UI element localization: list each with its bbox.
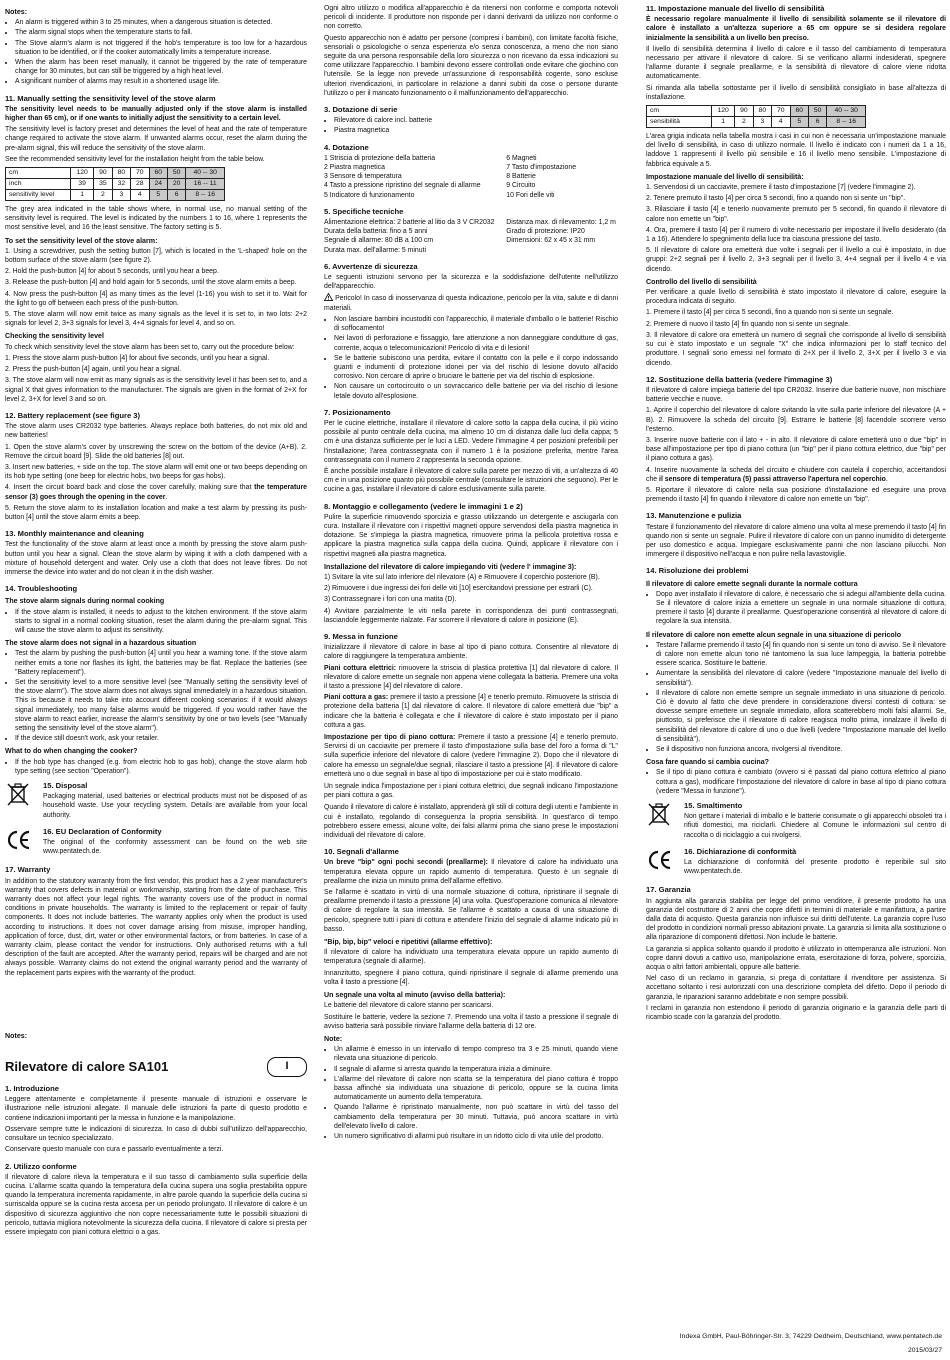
section-heading: 1. Introduzione xyxy=(5,1084,59,1094)
table-cell: 6 xyxy=(167,190,185,201)
paragraph: È necessario regolare manualmente il livello di sensibilità solamente se il rilevatore di calore è installato a un'altezza superiore a 65 cm oppure se si desidera regolare inizialmente la sensibilità a un livello ben preciso. xyxy=(646,16,946,42)
step-emphasis: the temperature sensor (3) goes through the opening in the cover xyxy=(5,484,307,501)
list-item: • Testare l'allarme premendo il tasto [4] fin quando non si sente un tono di avviso. Se il rilevatore di calore non emette alcun tono né tantomeno la sua luce lampeggia, la batteria potrebbe essere scarica. Sostituire le batterie. xyxy=(656,641,946,669)
bullet-list xyxy=(324,116,618,135)
section-heading: 4. Dotazione xyxy=(324,142,369,152)
paragraph-text: Premere il tasto a pressione [4] e tenerlo premuto. Servirsi di un cacciavite per premere il tasto d'impostazione sulla base del foro a forma di "L" sulla superficie inferiore del rilevatore di calore (vedere l'immagine 2). Dopo che il rilevatore di calore ha emesso un segnale/due segnali, rilasciare il tasto a pressione [4]. Il rilevatore di calore emetterà uno o due segnali in base al tipo di impostazione per cui è stato modificato. xyxy=(324,734,618,778)
list-item: • Se il tipo di piano cottura è cambiato (ovvero si è passati dal piano cottura elettrico al piano cottura a gas), modificare l'impostazione del rilevatore di calore in base al tipo di piano cottura (vedere "Messa in funzione"). xyxy=(656,768,946,796)
paragraph: In addition to the statutory warranty from the first vendor, this product has a 2 year manufacturer's warranty that covers defects in material or workmanship, starting from the date of purchase. This warranty does not affect your legal rights. The warranty covers use of the product in normal conditions in private households. The warranty is limited to the replacement or repair of faulty components. It does not include batteries. The warranty applies only when the product is used according to instructions. It does not cover damage arising from misuse, improper handling, application of force, dust, dirt, water or other environmental factors, or from batteries. In case of a warranty claim, please contact the vendor for instructions. Only authorised returns with a full description of the fault are accepted. After the warranty period, repairs will be charged and are not always possible. Warranty claims do not extend the original warranty period and the warranty of the replacement parts expires with the warranty of the product. xyxy=(5,877,307,977)
section-heading: 7. Posizionamento xyxy=(324,407,391,417)
paragraph: Il rilevatore di calore impiega batterie del tipo CR2032. Inserire due batterie nuove, non mischiare batterie vecchie e nuove. xyxy=(646,386,946,404)
paragraph: Il rilevatore di calore ha individuato una temperatura elevata oppure un rapido aumento di temperatura (segnale di allarme). xyxy=(324,949,618,966)
list-item: • An alarm is triggered within 3 to 25 minutes, when a dangerous situation is detected. xyxy=(15,18,307,27)
bullet-list xyxy=(646,768,946,796)
paragraph-text: premere il tasto a pressione [4] e tenerlo premuto. Rimuovere la striscia di protezione della batteria [1] dal rilevatore di calore. Il rilevatore di calore emetterà due "bip" a indicare che la batteria è collegata e che il rilevatore di calore è stato impostato per il piano cottura a gas. xyxy=(324,694,618,729)
section-heading: 3. Dotazione di serie xyxy=(324,105,398,115)
table-cell: 40 -- 30 xyxy=(827,106,866,117)
paragraph: Il livello di sensibilità determina il livello di calore e il tasso del cambiamento di temperatura necessario per attivare il rilevatore di calore. Si se verificano allarmi indesiderati, spegnere l'allarme durante il segnale preallarme, e la sensibilità di rilevatore di calore viene ridotta automaticamente. xyxy=(646,45,946,81)
paragraph: Si rimanda alla tabella sottostante per il livello di sensibilità consigliato in base all'altezza di installazione. xyxy=(646,84,946,101)
subheading: Checking the sensitivity level xyxy=(5,332,104,341)
table-cell: 3 Sensore di temperatura xyxy=(324,173,402,181)
table-cell: 2 xyxy=(94,190,112,201)
table-cell: 50 xyxy=(808,106,826,117)
paragraph: To check which sensitivity level the stove alarm has been set to, carry out the procedure below: xyxy=(5,343,295,351)
table-cell: 4 Tasto a pressione ripristino del segnale di allarme xyxy=(324,182,481,190)
paragraph: The stove alarm uses CR2032 type batteries. Always replace both batteries, do not mix old and new batteries! xyxy=(5,423,307,440)
italian-column-2 xyxy=(646,4,946,1024)
step: 2. Premere di nuovo il tasto [4] fin quando non si sente un segnale. xyxy=(646,320,851,328)
step-text: . xyxy=(165,493,168,501)
parts-table xyxy=(324,154,618,200)
step: 4) Avvitare parzialmente le viti nella parete in corrispondenza dei punti contrassegnati, lasciandole leggermente rialzate. Far scorrere il rilevatore di calore in posizione (E). xyxy=(324,607,618,624)
notes-heading: Notes: xyxy=(5,8,28,16)
paragraph: In aggiunta alla garanzia stabilita per legge del primo venditore, il presente prodotto ha una garanzia del costruttore di 2 anni che copre difetti in termini di materiale e manifattura, a partire dalla data di acquisto. Questa garanzia non influisce sui diritti dell'utente. La garanzia copre l'uso del prodotto in condizioni normali presso abitazioni private. La garanzia si limita alla sostituzione o alla riparazione di componenti difettosi. Non include le batterie. xyxy=(646,897,946,942)
table-cell: cm xyxy=(6,168,71,179)
table-cell: 60 xyxy=(149,168,167,179)
subheading: Il rilevatore di calore emette segnali durante la normale cottura xyxy=(646,579,858,588)
step: 4. Ora, premere il tasto [4] per il numero di volte necessario per impostare il livello desiderato (da 1 a 16). Attendere lo spegnimento della luce tra ciascuna pressione del tasto. xyxy=(646,226,946,244)
step: 2. Press the push-button [4] again, until you hear a signal. xyxy=(5,366,182,374)
subheading: Controllo del livello di sensibilità xyxy=(646,277,757,286)
table-cell: 4 xyxy=(772,117,790,128)
table-cell: 32 xyxy=(112,179,130,190)
paragraph-lead: Piani cottura elettrici: xyxy=(324,664,397,672)
step: 2) Rimuovere i due ingressi dei fori delle viti [10] esercitandovi pressione per estrarli (C). xyxy=(324,585,593,593)
step: 1) Svitare la vite sul lato inferiore del rilevatore (A) e Rimuovere il coperchio posteriore (B). xyxy=(324,573,600,581)
paragraph: Nel caso di un reclamo in garanzia, si prega di contattare il rivenditore per assistenza. Si accettano soltanto i resi autorizzati con una descrizione completa del difetto. Dopo il periodo di garanzia, le riparazioni saranno addebitate e non sempre possibili. xyxy=(646,975,946,1001)
paragraph-lead: Piani cottura a gas: xyxy=(324,694,389,702)
paragraph: È anche possibile installare il rilevatore di calore sulla parete per mezzo di viti, a un'altezza di 40 cm e in una posizione quanto più possibile centrale (consultare le istruzioni che seguono). Per le cucine a gas, installare il rilevatore di calore esclusivamente sulla parete. xyxy=(324,467,618,494)
table-cell: 6 Magneti xyxy=(506,154,537,162)
paragraph: The original of the conformity assessment can be found on the web site www.pentatech.de. xyxy=(43,839,307,856)
section-heading: 6. Avvertenze di sicurezza xyxy=(324,261,418,271)
paragraph: Non gettare i materiali di imballo e le batterie consumate o gli apparecchi obsoleti tra i rifiuti domestici, ma riciclarli. Chiedere al Comune le informazioni sul centro di raccolta o di riciclaggio a cui rivolgersi. xyxy=(684,813,946,839)
table-cell: 5 Indicatore di funzionamento xyxy=(324,191,415,199)
paragraph: Il rilevatore di calore rileva la temperatura e il suo tasso di cambiamento sulla superficie della cucina. L'allarme scatta quando la temperatura della cucina supera una soglia prestabilita oppure quando la temperatura incrementa rapidamente, in altre parole quando la superficie della cucina si surriscalda oppure se la cucina resta accesa per un periodo prolungato. Il rilevatore di calore è un dispositivo di sicurezza aggiuntivo che non copre necessariamente tutte le possibili situazioni di pericolo, tuttavia migliora notevolmente la sicurezza della cucina. Il rilevatore di calore si presta per essere impiegato con piani cottura elettrici o a gas. xyxy=(5,1173,307,1236)
table-cell: 70 xyxy=(131,168,149,179)
table-cell: 9 Circuito xyxy=(506,182,536,190)
subheading: Il rilevatore di calore non emette alcun segnale in una situazione di pericolo xyxy=(646,630,902,639)
table-cell: 16 -- 11 xyxy=(186,179,225,190)
table-cell: 35 xyxy=(94,179,112,190)
english-column xyxy=(5,4,307,1239)
section-heading: 12. Battery replacement (see figure 3) xyxy=(5,410,141,420)
table-cell: 5 xyxy=(149,190,167,201)
step: 1. Aprire il coperchio del rilevatore di calore svitando la vite sulla parte inferiore del rilevatore (A + B). 2. Rimuovere la scheda del circuito [9]. Estrarre le batterie [8] facendole scorrere verso l'esterno. xyxy=(646,407,946,433)
table-cell: Dimensioni: 62 x 45 x 31 mm xyxy=(506,237,596,245)
table-cell: 80 xyxy=(112,168,130,179)
list-item: • Quando l'allarme è ripristinato manualmente, non può scattare in virtù del tasso del cambiamento della temperatura per 30 minuti. Tuttavia, può ancora scattare in virtù dell'elevato livello di calore. xyxy=(334,1103,618,1131)
paragraph: Quando il rilevatore di calore è installato, apprenderà gli stili di cottura degli utenti e l'ambiente in cui è installato, regolando di conseguenza la propria sensibilità. In quest'arco di tempo potrebbero essere emessi, alcune volte, dei falsi allarmi prima che siano prese le impostazioni individuali del rilevatore di calore. xyxy=(324,804,618,840)
notes-heading: Notes: xyxy=(5,1031,28,1040)
table-cell: 39 xyxy=(71,179,94,190)
list-item: • Se le batterie subiscono una perdita, evitare il contatto con la pelle e il corpo indossando guanti e indumenti di protezione idonei per via del rischio di lesione dovuto all'acido corrosivo. Non cercare di aprire o bruciare le batterie per via del rischio di esplosione. xyxy=(334,354,618,382)
table-cell: 20 xyxy=(167,179,185,190)
paragraph: Sostituire le batterie, vedere la sezione 7. Premendo una volta il tasto a pressione il segnale di avviso batteria sarà possibile rinviare l'allarme della batteria di 12 ore. xyxy=(324,1013,618,1030)
list-item: • Dopo aver installato il rilevatore di calore, è necessario che si adegui all'ambiente della cucina. Se il rilevatore di calore inizia a emettere un segnale in una normale situazione di cottura, premere il tasto [4] durante il preallarme. Quest'operazione consentirà al rilevatore di calore di regolare la sua intensità. xyxy=(656,590,946,627)
bullet-list xyxy=(646,590,946,627)
table-cell: Distanza max. di rilevamento: 1,2 m xyxy=(506,219,616,227)
subheading: To set the sensitivity level of the stove alarm: xyxy=(5,236,158,245)
section-heading: 11. Manually setting the sensitivity level of the stove alarm xyxy=(5,93,216,103)
section-heading: 16. EU Declaration of Conformity xyxy=(43,826,162,836)
section-heading: 14. Risoluzione dei problemi xyxy=(646,566,749,576)
paragraph: See the recommended sensitivity level for the installation height from the table below. xyxy=(5,155,265,163)
paragraph-lead: Impostazione per tipo di piano cottura: xyxy=(324,734,456,742)
list-item: • L'allarme del rilevatore di calore non scatta se la temperatura del piano cottura è troppo bassa affinché sia individuata una situazione di pericolo, oppure se la cucina limita automaticamente un aumento della temperatura. xyxy=(334,1075,618,1103)
list-item: • Un numero significativo di allarmi può risultare in un ridotto ciclo di vita utile del prodotto. xyxy=(334,1132,618,1141)
step: 1. Open the stove alarm's cover by unscrewing the screw on the bottom of the device (A+B). 2. Remove the circuit board [9]. Slide the old batteries [8] out. xyxy=(5,443,307,460)
list-item: • The Stove alarm's alarm is not triggered if the hob's temperature is too low for a hazardous situation to be identified, or if the cooker automatically limits a temperature increase. xyxy=(15,39,307,57)
table-cell: 70 xyxy=(772,106,790,117)
table-cell: inch xyxy=(6,179,71,190)
table-cell: 6 xyxy=(808,117,826,128)
conformity-block xyxy=(5,827,307,859)
paragraph-text: rimuovere la striscia di plastica protettiva [1] dal rilevatore di calore. Il rilevatore di calore emette un segnale non appena viene collegata la batteria. Premere una volta il tasto a pressione [4] del rilevatore di calore. xyxy=(324,664,618,690)
paragraph: Inizializzare il rilevatore di calore in base al tipo di piano cottura. Consentire al rilevatore di calore di raggiungere la temperatura ambiente. xyxy=(324,644,618,661)
step xyxy=(646,466,946,484)
list-item: • Un allarme è emesso in un intervallo di tempo compreso tra 3 e 25 minuti, quando viene rilevata una situazione di pericolo. xyxy=(334,1045,618,1063)
paragraph: Se l'allarme è scattato in virtù di una normale situazione di cottura, ripristinare il segnale di preallarme premendo il tasto a pressione [4] una volta. Quest'operazione comunica al rilevatore di calore di regolare la sua intensità. Se l'allarme è scattato a causa di una situazione di pericolo, spegnere tutti i piani di cottura e attendere l'inizio del segnale di allarme indicato più in basso. xyxy=(324,889,618,933)
notes-heading: Note: xyxy=(324,1034,343,1043)
step: 3. Insert new batteries, + side on the top. The stove alarm will emit one or two beeps depending on its hob type setting (one beep for electric hobs, two beeps for gas hobs). xyxy=(5,463,307,481)
section-heading: 2. Utilizzo conforme xyxy=(5,1161,77,1171)
table-cell: 3 xyxy=(112,190,130,201)
paragraph: Per verificare a quale livello di sensibilità è stato impostato il rilevatore di calore, eseguire la procedura indicata di seguito. xyxy=(646,289,946,306)
section-heading: 14. Troubleshooting xyxy=(5,584,78,594)
paragraph xyxy=(324,858,618,886)
section-heading: 9. Messa in funzione xyxy=(324,631,398,641)
table-cell: 40 -- 30 xyxy=(186,168,225,179)
paragraph: Le seguenti istruzioni servono per la sicurezza e la soddisfazione dell'utente nell'utilizzo dell'apparecchio. xyxy=(324,274,618,291)
table-cell: 5 xyxy=(790,117,808,128)
table-cell: Durata della batteria: fino a 5 anni xyxy=(324,228,428,236)
table-cell: sensibilità xyxy=(647,117,712,128)
step: 5. The stove alarm will now emit twice as many signals as the level it is set to, in two lots: 2+2 signals for level 2, 3+3 signals for level 3, 4+4 signals for level 4, and so on. xyxy=(5,311,307,328)
step-emphasis: il sensore di temperatura (5) passi attraverso l'apertura nel coperchio xyxy=(659,475,886,483)
paragraph: The sensitivity level is factory preset and determines the level of heat and the rate of temperature change required to activate the stove alarm. If unwanted alarms occur, reset the alarm during the pre-alarm signal, this will reduce the sensitivity of the stove alarm. xyxy=(5,126,307,152)
table-cell: 120 xyxy=(712,106,735,117)
table-cell: Grado di protezione: IP20 xyxy=(506,228,585,236)
table-cell: 8 -- 16 xyxy=(186,190,225,201)
step: 3) Contrassegnare i fori con una matita (D). xyxy=(324,596,457,604)
paragraph: Osservare sempre tutte le indicazioni di sicurezza. In caso di dubbi sull'utilizzo dell'apparecchio, consultare un tecnico specializzato. xyxy=(5,1125,307,1143)
paragraph: Leggere attentamente e completamente il presente manuale di istruzioni e osservare le illustrazione nelle istruzioni allegate. Il manuale delle istruzioni fa parte di questo prodotto e contiene indicazioni importanti per la messa in funzione e la manipolazione. xyxy=(5,1096,307,1122)
paragraph: Innanzitutto, spegnere il piano cottura, quindi ripristinare il segnale di allarme premendo una volta il tasto a pressione [4]. xyxy=(324,969,618,986)
ce-mark-icon xyxy=(5,827,31,853)
list-item: • If the device still doesn't work, ask your retailer. xyxy=(15,734,307,743)
list-item: • If the stove alarm is installed, it needs to adjust to the kitchen environment. If the stove alarm starts to signal in a normal cooking situation, reset the alarm during the pre-alarm signal. This will cause the stove alarm to adjust its sensitivity. xyxy=(15,608,307,636)
list-item: • Nei lavori di perforazione e fissaggio, fare attenzione a non danneggiare condutture di gas, corrente, acqua o telecomunicazioni! Pericolo di vita e di lesioni! xyxy=(334,334,618,352)
ce-mark-icon xyxy=(646,847,672,873)
subheading: Installazione del rilevatore di calore impiegando viti (vedere l' immagine 3): xyxy=(324,562,577,571)
bullet-list xyxy=(5,758,307,776)
subheading: What to do when changing the cooker? xyxy=(5,747,138,756)
paragraph: The grey area indicated in the table shows where, in normal use, no manual setting of the sensitivity level is required. The level is indicated by the numbers 1 to 16, where 1 represents the most sensitive level, and 16 the least sensitive. The factory setting is 5. xyxy=(5,206,307,232)
table-cell: 7 Tasto d'impostazione xyxy=(506,164,577,172)
table-cell: 3 xyxy=(753,117,771,128)
disposal-block xyxy=(646,801,946,842)
specs-table xyxy=(324,218,618,255)
section-heading: 11. Impostazione manuale del livello di sensibilità xyxy=(646,4,825,13)
step xyxy=(5,483,307,501)
italian-title-row xyxy=(5,1057,307,1077)
table-cell: sensitivity level xyxy=(6,190,71,201)
bullet-list xyxy=(646,641,946,754)
list-item: • Test the alarm by pushing the push-button [4] until you hear a warning tone. If the stove alarm neither emits a tone nor flashes its light, the batteries may be flat. Replace the batteries (see "Battery replacement"). xyxy=(15,649,307,677)
list-item: • The alarm signal stops when the temperature starts to fall. xyxy=(15,28,307,37)
section-heading: 15. Disposal xyxy=(43,781,88,791)
step: 1. Premere il tasto [4] per circa 5 secondi, fino a quando non si sente un segnale. xyxy=(646,309,894,317)
section-heading: 5. Specifiche tecniche xyxy=(324,206,404,216)
table-cell: 28 xyxy=(131,179,149,190)
subheading: Un segnale una volta al minuto (avviso della batteria): xyxy=(324,991,506,1000)
table-cell: 2 Piastra magnetica xyxy=(324,164,385,172)
paragraph: The sensitivity level needs to be manually adjusted only if the stove alarm is installed higher than 65 cm), or if one wants to initially adjust the sensitivity to a certain level. xyxy=(5,105,307,123)
section-heading: 8. Montaggio e collegamento (vedere le immagini 1 e 2) xyxy=(324,501,523,511)
step: 5. Return the stove alarm to its installation location and make a test alarm by pressing its push-button [4] until the stove alarm emits a beep. xyxy=(5,504,307,521)
table-cell: 4 xyxy=(131,190,149,201)
paragraph: I reclami in garanzia non estendono il periodo di garanzia originario e la garanzia delle parti di ricambio scade con la garanzia del prodotto. xyxy=(646,1004,946,1022)
list-item: • Il segnale di allarme si arresta quando la temperatura inizia a diminuire. xyxy=(334,1065,618,1074)
subheading: The stove alarm signals during normal cooking xyxy=(5,597,165,606)
list-item: • Se il dispositivo non funziona ancora, rivolgersi al rivenditore. xyxy=(656,745,946,754)
table-cell: 50 xyxy=(167,168,185,179)
paragraph xyxy=(324,693,618,730)
list-item: • Il rilevatore di calore non emette sempre un segnale immediato in una situazione di pericolo. Ciò è dovuto al fatto che deve prendere in considerazione diversi contesti di cottura: se dovesse sempre emettere un segnale immediato, allora scatterebbero molti falsi allarmi. Se, piuttosto, si preferisce che il rilevatore di calore reagisca molto prima, innalzare il livello di sensibilità del rilevatore di calore di uno o due livelli (vedere "Impostazione manuale del livello di sensibilità"). xyxy=(656,689,946,744)
table-cell: cm xyxy=(647,106,712,117)
list-item: • Piastra magnetica xyxy=(334,126,618,135)
conformity-block xyxy=(646,847,946,879)
step-text: 4. Insert the circuit board back and close the cover carefully, making sure that xyxy=(5,484,255,492)
table-cell: 1 xyxy=(712,117,735,128)
section-heading: 16. Dichiarazione di conformità xyxy=(684,846,797,856)
paragraph: La dichiarazione di conformità del presente prodotto è reperibile sul sito www.pentatech.de. xyxy=(684,859,946,876)
paragraph-text: Il rilevatore di calore ha individuato una temperatura elevata oppure un rapido aumento di temperatura. Questo è un segnale di preallarme che inizia un minuto prima dell'allarme effettivo. xyxy=(324,859,618,885)
table-cell: 60 xyxy=(790,106,808,117)
warning-icon xyxy=(324,293,333,301)
table-cell: 80 xyxy=(753,106,771,117)
paragraph: Per le cucine elettriche, installare il rilevatore di calore sotto la cappa della cucina, il più vicino possibile al punto centrale della cucina, ma almeno 10 cm di distanza dalle luci della cappa; 5 cm è una distanza sufficiente per le luci a LED. Vedere l'immagine 4 per posizioni preferibili per l'installazione; l'area contrassegnata con il numero 1 è la posizione preferita, mentre l'area contrassegnata con il numero 2 rappresenta la seconda opzione. xyxy=(324,419,618,464)
paragraph: Un segnale indica l'impostazione per i piani cottura elettrici, due segnali indicano l'impostazione per piani cottura a gas. xyxy=(324,783,618,800)
section-heading: 15. Smaltimento xyxy=(684,801,743,811)
list-item: • Non causare un cortocircuito o un sovraccarico delle batterie per via del rischio di lesione letale dovuto all'esplosione. xyxy=(334,382,618,400)
list-item: • When the alarm has been reset manually, it cannot be triggered by the rate of temperature change for 30 minutes, but can still be triggered by a high heat level. xyxy=(15,58,307,76)
footer-date: 2015/03/27 xyxy=(907,1347,942,1354)
paragraph: La garanzia si applica soltanto quando il prodotto è utilizzato in ottemperanza alle istruzioni. Non copre danni dovuti a cattivo uso, manipolazione errata, esercitazione di forza, polvere, sporcizia, acqua o altri fattori ambientali, oppure alle batterie. xyxy=(646,945,946,972)
disposal-block xyxy=(5,781,307,822)
table-cell: 120 xyxy=(71,168,94,179)
table-cell: 8 -- 16 xyxy=(827,117,866,128)
table-cell: 8 Batterie xyxy=(506,173,536,181)
section-heading: 13. Monthly maintenance and cleaning xyxy=(5,529,144,539)
subheading: The stove alarm does not signal in a hazardous situation xyxy=(5,639,197,648)
step-text: . xyxy=(885,475,888,483)
table-cell: 1 Striscia di protezione della batteria xyxy=(324,154,436,162)
table-cell: 90 xyxy=(94,168,112,179)
section-heading: 17. Warranty xyxy=(5,865,51,875)
table-cell: Alimentazione elettrica: 2 batterie al litio da 3 V CR2032 xyxy=(324,219,495,227)
table-cell: Durata max. dell'allarme: 5 minuti xyxy=(324,246,427,254)
step: 2. Tenere premuto il tasto [4] per circa 5 secondi, fino a quando non si sente un "bip". xyxy=(646,195,906,203)
step-text: 4. Inserire nuovamente la scheda del circuito e chiudere con cautela il coperchio, accertandosi che xyxy=(646,466,946,483)
list-item: • Set the sensitivity level to a more sensitive level (see "Manually setting the sensitivity level of the stove alarm"). The stove alarm does not always signal immediately in a hazardous situation. This is because it needs to take into account different cooking scenarios: if it would always signal immediately, too many false alarms would be triggered. If you would rather have the stove alarm to react earlier, increase the alarm's sensitivity by one or two levels (see "Manually setting the sensitivity level of the stove alarm"). xyxy=(15,678,307,733)
step: 3. Inserire nuove batterie con il lato + - in alto. Il rilevatore di calore emetterà uno o due "bip" in base all'impostazione per tipo di piano cottura (un "bip" per il piano cottura elettrico, due "bip" per il piano cottura a gas). xyxy=(646,436,946,463)
paragraph: Pulire la superficie rimuovendo sporcizia e grasso utilizzando un detergente e asciugarla con cura. Installare il rilevatore con i rispettivi magneti oppure servendosi della piastra magnetica in dotazione. Se s'impiega la piastra magnetica, rimuovere prima la pellicola protettiva rossa e applicare la piastra magnetica sulla cappa della cucina. Quindi, applicare il rilevatore con i rispettivi magneti alla piastra magnetica. xyxy=(324,513,618,558)
paragraph xyxy=(324,664,618,692)
step: 4. Now press the push-button [4] as many times as the level (1-16) you wish to set it to. Wait for the light to go off between each press of the push-button. xyxy=(5,290,307,307)
bullet-list xyxy=(324,315,618,401)
paragraph: Test the functionality of the stove alarm at least once a month by pressing the stove alarm push-button until you hear a signal. Clean the stove alarm by wiping it with a cloth dampened with a mixture of household detergent and water. Only use a cloth that does not leave fibres. Do not immerse the device into water and do not clean it in the dish washer. xyxy=(5,541,307,576)
section-heading: 17. Garanzia xyxy=(646,885,691,895)
sensitivity-table xyxy=(5,167,225,201)
paragraph: Packaging material, used batteries or electrical products must not be disposed of as household waste. Use your recycling system. Details are available from your local authority. xyxy=(43,793,307,819)
table-cell: 24 xyxy=(149,179,167,190)
paragraph: Testare il funzionamento del rilevatore di calore almeno una volta al mese premendo il tasto [4] fin quando non si sente un segnale. Pulire il rilevatore di calore con un panno inumidito di detergente per uso domestico e acqua. Impiegare esclusivamente panni che non lasciano pilucchi. Non immergere il dispositivo nell'acqua e non pulire nella lavastoviglie. xyxy=(646,523,946,559)
list-item: • Aumentare la sensibilità del rilevatore di calore (vedere "Impostazione manuale del livello di sensibilità"). xyxy=(656,669,946,687)
paragraph xyxy=(324,733,618,779)
page-title: Rilevatore di calore SA101 xyxy=(5,1059,169,1075)
table-cell: Segnale di allarme: 80 dB a 100 cm xyxy=(324,237,434,245)
list-item: • Rilevatore di calore incl. batterie xyxy=(334,116,618,125)
list-item: • If the hob type has changed (e.g. from electric hob to gas hob), change the stove alarm hob type setting (see section "Operation"). xyxy=(15,758,307,776)
step: 1. Using a screwdriver, push the setting button [7], which is located in the 'L-shaped' hole on the bottom surface of the stove alarm (see figure 2). xyxy=(5,247,307,265)
crossed-bin-icon xyxy=(5,781,31,807)
table-cell: 2 xyxy=(735,117,753,128)
paragraph: Conservare questo manuale con cura e passarlo eventualmente a terzi. xyxy=(5,1146,224,1154)
crossed-bin-icon xyxy=(646,801,672,827)
paragraph: Le batterie del rilevatore di calore stanno per scaricarsi. xyxy=(324,1002,494,1010)
step: 3. Il rilevatore di calore ora emetterà un numero di segnali che corrisponde al livello di sensibilità su cui è stato impostato e un segnale "X" che indica informazioni per lo staff tecnico del produttore. I segnali sono emessi nel formato di 2+X per il livello 2, 3+X per il livello 3 e via dicendo. xyxy=(646,331,946,367)
language-badge: I xyxy=(267,1057,307,1077)
step: 3. Rilasciare il tasto [4] e tenerlo nuovamente premuto per 5 secondi, fin quando il rilevatore di calore non emette un "bip". xyxy=(646,206,946,223)
bullet-list xyxy=(5,608,307,636)
subheading: "Bip, bip, bip" veloci e ripetitivi (allarme effettivo): xyxy=(324,938,493,947)
paragraph: L'area grigia indicata nella tabella mostra i casi in cui non è necessaria un'impostazione manuale del livello di sensibilità, in caso di utilizzo normale. Il livello è indicato con i numeri da 1 a 16, laddove 1 rappresenti il livello più sensibile e 16 il livello meno sensibile. L'impostazione di fabbrica equivale a 5. xyxy=(646,133,946,168)
warning-line xyxy=(324,293,618,312)
table-cell: 90 xyxy=(735,106,753,117)
step: 1. Servendosi di un cacciavite, premere il tasto d'impostazione [7] (vedere l'immagine 2). xyxy=(646,184,916,192)
notes-list xyxy=(5,18,307,86)
table-cell: 1 xyxy=(71,190,94,201)
step: 3. The stove alarm will now emit as many signals as is the sensitivity level it has been set to, and a signal X that gives information to the manufacturer. The signals are given in the format of 2+X for level 2, 3+X for level 3 and so on. xyxy=(5,377,307,403)
table-cell xyxy=(506,246,618,255)
table-cell: 10 Fori delle viti xyxy=(506,191,555,199)
subheading: Impostazione manuale del livello di sensibilità: xyxy=(646,172,804,181)
step: 1. Press the stove alarm push-button [4] for about five seconds, until you hear a signal. xyxy=(5,354,270,362)
list-item: • A significant number of alarms may result in a shortened usage life. xyxy=(15,77,307,86)
paragraph-lead: Un breve "bip" ogni pochi secondi (preallarme): xyxy=(324,859,488,867)
notes-list xyxy=(324,1045,618,1141)
paragraph: Questo apparecchio non è adatto per persone (compresi i bambini), con limitate facoltà fisiche, sensoriali o psicologiche o senza esperienza e/o senza conoscenza, a meno che non siano seguite da una persona responsabile della loro sicurezza o non ricevano da essa indicazioni su come utilizzare l'apparecchio. I bambini devono essere controllati onde evitare che giochino con l'utensile. Se la legge non prevede un'assunzione di responsabilità cogente, sono escluse ulteriori rivendicazioni, in particolare in relazione a danni subiti da cose o persone durante l'utilizzo o per il mancato funzionamento o il malfunzionamento dell'apparecchio. xyxy=(324,34,618,97)
step: 2. Hold the push-button [4] for about 5 seconds, until you hear a beep. xyxy=(5,268,219,276)
paragraph: Ogni altro utilizzo o modifica all'apparecchio è da ritenersi non conforme e comporta notevoli pericoli di incidente. Il produttore non risponde per i danni derivanti da utilizzo non conforme o non corretto. xyxy=(324,5,618,31)
italian-column-1 xyxy=(324,4,618,1143)
step: 5. Il rilevatore di calore ora emetterà due volte i segnali per il livello a cui è impostato, in due gruppi: 2+2 segnali per il livello 2, 3+3 segnali per il livello 3, 4+4 segnali per il livello 4 e via dicendo. xyxy=(646,247,946,273)
section-heading: 12. Sostituzione della batteria (vedere l'immagine 3) xyxy=(646,374,833,384)
warning-text: Pericolo! In caso di inosservanza di questa indicazione, pericolo per la vita, salute e di danni materiali. xyxy=(324,295,618,312)
step: 3. Release the push-button [4] and hold again for 5 seconds, until the stove alarm emits a beep. xyxy=(5,279,297,287)
sensitivity-table xyxy=(646,105,866,128)
bullet-list xyxy=(5,649,307,743)
section-heading: 10. Segnali d'allarme xyxy=(324,847,399,857)
list-item: • Non lasciare bambini incustoditi con l'apparecchio, il materiale d'imballo o le batterie! Rischio di soffocamento! xyxy=(334,315,618,333)
section-heading: 13. Manutenzione e pulizia xyxy=(646,511,742,521)
subheading: Cosa fare quando si cambia cucina? xyxy=(646,758,769,767)
step: 5. Riportare il rilevatore di calore nella sua posizione d'installazione ed eseguire una prova premendo il tasto [4] fin quando il rilevatore di calore non emette un "bip". xyxy=(646,486,946,504)
footer-address: Indexa GmbH, Paul-Böhringer-Str. 3, 74229 Oedheim, Deutschland, www.pentatech.de xyxy=(679,1333,942,1340)
